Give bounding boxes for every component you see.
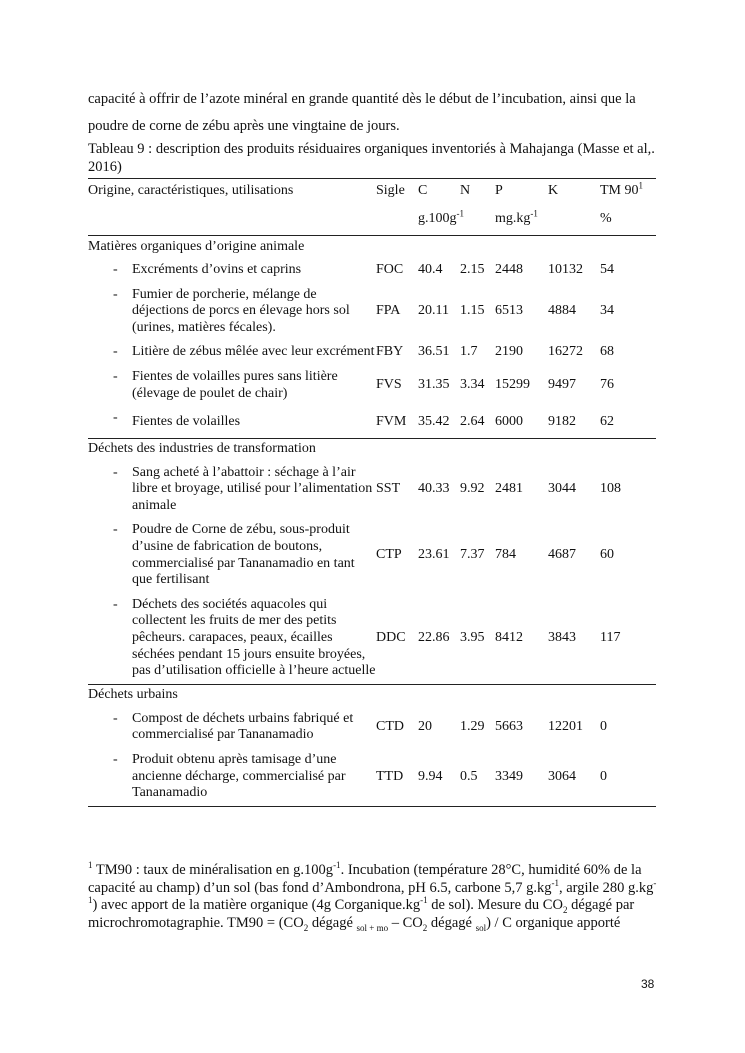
table-row: - Sang acheté à l’abattoir : séchage à l’air libre et broyage, utilisé pour l’alimentation animale SST 40.33 9.92 2481 3044 108 bbox=[113, 464, 621, 513]
table-row: - Poudre de Corne de zébu, sous-produit d’usine de fabrication de boutons, commercialisé par Tananamadio en tant que fertilisant CTP 23.61 7.37 784 4687 60 bbox=[113, 522, 614, 588]
table-row: - Litière de zébus mêlée avec leur excrément FBY 36.51 1.7 2190 16272 68 bbox=[113, 344, 614, 360]
table-row: - Fumier de porcherie, mélange de déjections de porcs en élevage hors sol (urines, matières fécales). FPA 20.11 1.15 6513 4884 34 bbox=[113, 286, 614, 335]
units-row bbox=[88, 203, 656, 236]
header-row bbox=[88, 179, 656, 204]
table-footnote: $^1$ TM90 : taux de minéralisation en $g.100g^{-1}$. Incubation (température 28°C, humidité 60% de la capacité au champ) d’un sol (bas fond d’Ambondrona, pH 6.5, carbone 5,7 $g.kg^{-1}$, argile 280 $g.kg^{-1}$) avec apport de la matière organique (4g $Corganique.kg^{-1}$ de sol). Mesure du $CO_2$ dégagé par microchromotagraphie. $TM90 = (CO_2$ dégagé $_{sol + mo} - CO_2$ dégagé $_{sol}$) / C organique apporté bbox=[88, 860, 657, 933]
page-number: 38 bbox=[641, 977, 655, 991]
table-row: - Compost de déchets urbains fabriqué et commercialisé par Tananamadio CTD 20 1.29 5663 12201 0 bbox=[113, 710, 607, 743]
table-row: - Fientes de volailles FVM 35.42 2.64 6000 9182 62 bbox=[113, 410, 614, 429]
unit-tm: % bbox=[600, 203, 656, 236]
footnote-mark: 1 bbox=[88, 860, 93, 871]
residual-products-table bbox=[88, 178, 656, 807]
section-header: Matières organiques d’origine animale bbox=[88, 238, 305, 254]
header-c: C bbox=[418, 179, 460, 204]
header-tm: TM $90^1$ bbox=[600, 179, 656, 204]
table-row: - Déchets des sociétés aquacoles qui collectent les fruits de mer des petits pêcheurs. carapaces, peaux, écailles séchées pendant 15 jours ensuite broyées, pas d’utilisation officielle à l’heure actuelle DDC 22.86 3.95 8412 3843 117 bbox=[113, 596, 621, 679]
table-row: - Excréments d’ovins et caprins FOC 40.4 2.15 2448 10132 54 bbox=[113, 262, 614, 277]
table-caption: Tableau 9 : description des produits résiduaires organiques inventoriés à Mahajanga (Masse et al,. 2016) bbox=[88, 141, 655, 175]
header-origin: Origine, caractéristiques, utilisations bbox=[88, 179, 376, 204]
table-row: - Fientes de volailles pures sans litière (élevage de poulet de chair) FVS 31.35 3.34 15299 9497 76 bbox=[113, 368, 614, 401]
table-row: - Produit obtenu après tamisage d’une ancienne décharge, commercialisé par Tananamadio TTD 9.94 0.5 3349 3064 0 bbox=[88, 748, 656, 806]
unit-p: $mg.kg^{-1}$ bbox=[495, 203, 600, 236]
section-header: Déchets des industries de transformation bbox=[88, 438, 656, 461]
intro-paragraph bbox=[88, 86, 660, 140]
header-k: K bbox=[548, 179, 600, 204]
intro-line-2: poudre de corne de zébu après une vingtaine de jours. bbox=[88, 118, 400, 134]
unit-c: $g.100g^{-1}$ bbox=[418, 203, 495, 236]
intro-line-1: capacité à offrir de l’azote minéral en grande quantité dès le début de l’incubation, ainsi que la bbox=[88, 91, 636, 107]
header-p: P bbox=[495, 179, 548, 204]
header-n: N bbox=[460, 179, 495, 204]
header-sigle: Sigle bbox=[376, 179, 418, 204]
section-header: Déchets urbains bbox=[88, 684, 656, 707]
